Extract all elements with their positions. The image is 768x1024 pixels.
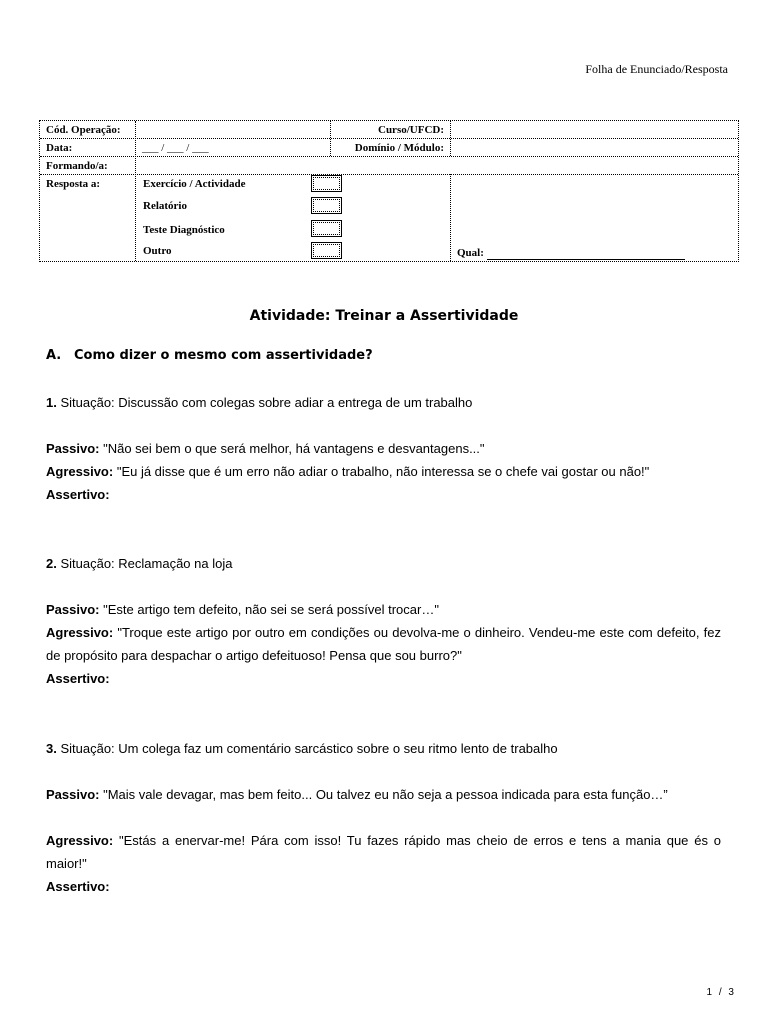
section-letter: A.	[46, 348, 62, 363]
agressivo-text: "Troque este artigo por outro em condições ou devolva-me o dinheiro. Vendeu-me este com defeito, fez de propósito para despachar o artigo defeituoso! Pensa que sou burro?"	[46, 625, 721, 663]
checkbox-teste-diagnostico[interactable]	[311, 220, 342, 237]
situation-1	[46, 391, 721, 414]
document-header-title: Folha de Enunciado/Resposta	[585, 62, 728, 76]
agressivo-label: Agressivo:	[46, 833, 114, 848]
situation-text: Situação: Reclamação na loja	[60, 556, 233, 571]
checkbox-relatorio[interactable]	[311, 197, 342, 214]
passivo-text: "Mais vale devagar, mas bem feito... Ou talvez eu não seja a pessoa indicada para esta função…”	[103, 787, 668, 802]
passivo-text: "Este artigo tem defeito, não sei se será possível trocar…"	[103, 602, 439, 617]
activity-title: Atividade: Treinar a Assertividade	[249, 308, 519, 324]
situation-text: Situação: Um colega faz um comentário sarcástico sobre o seu ritmo lento de trabalho	[60, 741, 558, 756]
passivo-text: "Não sei bem o que será melhor, há vantagens e desvantagens..."	[103, 441, 485, 456]
assertivo-label: Assertivo:	[46, 487, 110, 502]
qual-label: Qual:	[457, 247, 484, 259]
dominio-modulo-label: Domínio / Módulo:	[354, 142, 444, 154]
formando-label: Formando/a:	[46, 160, 108, 172]
checkbox-outro[interactable]	[311, 242, 342, 259]
passivo-2	[46, 598, 721, 621]
passivo-3	[46, 783, 721, 806]
option-relatorio: Relatório	[143, 200, 187, 212]
data-value[interactable]: ___ / ___ / ___	[142, 142, 209, 154]
agressivo-3	[46, 829, 721, 875]
cod-operacao-label: Cód. Operação:	[46, 124, 121, 136]
assertivo-1	[46, 483, 721, 506]
situation-2	[46, 552, 721, 575]
section-heading	[46, 348, 373, 363]
agressivo-label: Agressivo:	[46, 625, 114, 640]
situation-number: 1.	[46, 395, 57, 410]
page-number: 1 / 3	[706, 987, 736, 998]
passivo-1	[46, 437, 721, 460]
option-teste-diagnostico: Teste Diagnóstico	[143, 224, 225, 236]
section-text: Como dizer o mesmo com assertividade?	[74, 348, 373, 363]
situation-3	[46, 737, 721, 760]
form-table	[39, 120, 739, 262]
option-outro: Outro	[143, 245, 172, 257]
passivo-label: Passivo:	[46, 787, 100, 802]
resposta-label: Resposta a:	[46, 178, 101, 190]
data-label: Data:	[46, 142, 73, 154]
situation-number: 2.	[46, 556, 57, 571]
curso-ufcd-label: Curso/UFCD:	[378, 124, 444, 136]
option-exercicio: Exercício / Actividade	[143, 178, 246, 190]
agressivo-text: "Estás a enervar-me! Pára com isso! Tu fazes rápido mas cheio de erros e tens a mania que és o maior!"	[46, 833, 721, 871]
passivo-label: Passivo:	[46, 441, 100, 456]
assertivo-label: Assertivo:	[46, 671, 110, 686]
agressivo-2	[46, 621, 721, 667]
agressivo-label: Agressivo:	[46, 464, 114, 479]
passivo-label: Passivo:	[46, 602, 100, 617]
checkbox-exercicio[interactable]	[311, 175, 342, 192]
situation-text: Situação: Discussão com colegas sobre adiar a entrega de um trabalho	[60, 395, 473, 410]
qual-input-line[interactable]	[487, 259, 685, 260]
situation-number: 3.	[46, 741, 57, 756]
assertivo-label: Assertivo:	[46, 879, 110, 894]
assertivo-3	[46, 875, 721, 898]
agressivo-1	[46, 460, 721, 483]
assertivo-2	[46, 667, 721, 690]
agressivo-text: "Eu já disse que é um erro não adiar o trabalho, não interessa se o chefe vai gostar ou não!"	[116, 464, 650, 479]
